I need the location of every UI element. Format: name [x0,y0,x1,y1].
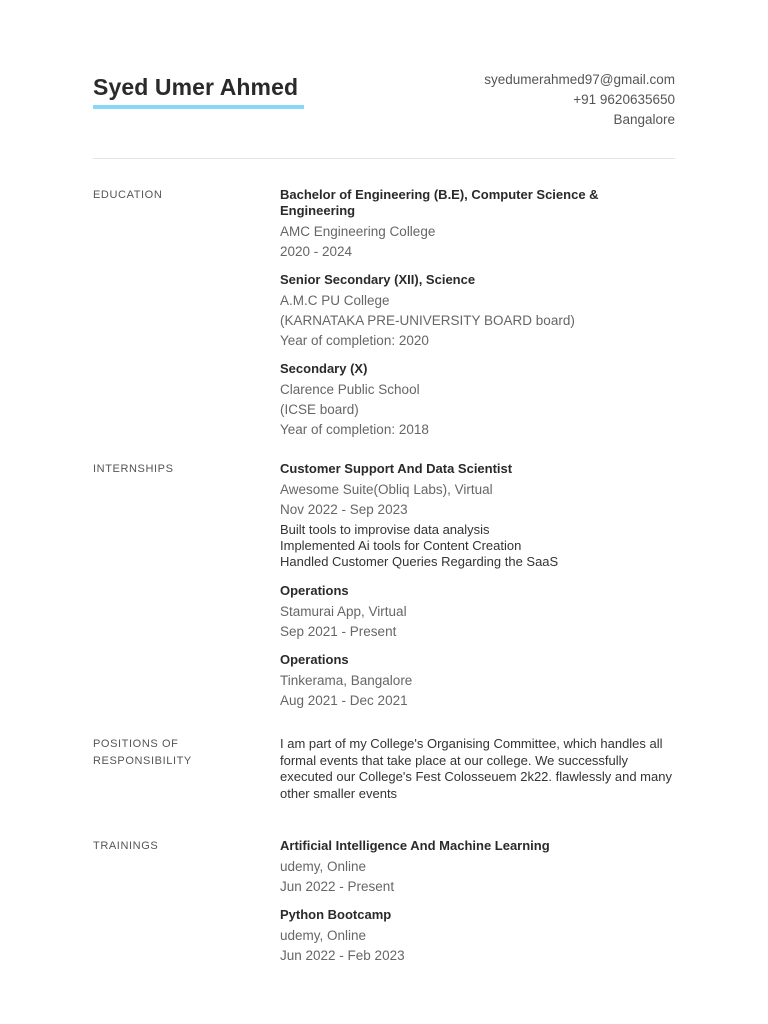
entry-line: AMC Engineering College [280,224,436,239]
entry-line: Awesome Suite(Obliq Labs), Virtual [280,482,493,497]
entry-title: Operations [280,583,349,598]
entry-title: Senior Secondary (XII), Science [280,272,476,287]
email-text: syedumerahmed97@gmail.com [484,72,675,87]
section-label-internships: INTERNSHIPS [93,463,174,475]
entry-line: (ICSE board) [280,402,359,417]
entry-title: Customer Support And Data Scientist [280,461,513,476]
entry-line: udemy, Online [280,859,367,874]
bullet-item: Handled Customer Queries Regarding the SaaS [280,554,559,569]
header-divider [93,158,675,159]
entry-line: Sep 2021 - Present [280,624,397,639]
entry-title: Operations [280,652,349,667]
positions-body [280,736,675,802]
entry-line: Nov 2022 - Sep 2023 [280,502,408,517]
resume-page [93,0,675,1024]
bullet-list [280,522,675,570]
entry-line: Clarence Public School [280,382,420,397]
bullet-item: Implemented Ai tools for Content Creation [280,538,522,553]
education-body [280,187,675,450]
positions-paragraph: I am part of my College's Organising Committee, which handles all formal events that take place at our college. We successfully executed our College's Fest Colosseuem 2k22. flawlessly and many other smaller events [280,736,672,801]
training-entry [280,838,675,897]
internships-body [280,461,675,721]
location-text: Bangalore [613,112,675,127]
education-entry [280,272,675,351]
section-label-positions: POSITIONS OF RESPONSIBILITY [93,738,192,767]
internship-entry [280,652,675,711]
entry-line: Year of completion: 2020 [280,333,429,348]
entry-line: Jun 2022 - Present [280,879,395,894]
entry-title: Python Bootcamp [280,907,392,922]
entry-line: Tinkerama, Bangalore [280,673,413,688]
section-label-trainings: TRAININGS [93,840,159,852]
training-entry [280,907,675,966]
entry-title: Secondary (X) [280,361,368,376]
entry-line: 2020 - 2024 [280,244,353,259]
entry-line: udemy, Online [280,928,367,943]
phone-text: +91 9620635650 [573,92,675,107]
entry-line: Year of completion: 2018 [280,422,429,437]
entry-line: Stamurai App, Virtual [280,604,407,619]
internship-entry [280,461,675,570]
name-underline [93,105,304,109]
candidate-name: Syed Umer Ahmed [93,74,299,100]
bullet-item: Built tools to improvise data analysis [280,522,490,537]
contact-block [484,70,675,130]
entry-line: (KARNATAKA PRE-UNIVERSITY BOARD board) [280,313,575,328]
section-label-education: EDUCATION [93,189,163,201]
entry-title: Artificial Intelligence And Machine Learning [280,838,550,853]
education-entry [280,187,675,262]
entry-title: Bachelor of Engineering (B.E), Computer Science & Engineering [280,187,599,218]
internship-entry [280,583,675,642]
entry-line: Jun 2022 - Feb 2023 [280,948,405,963]
resume-header [93,70,675,130]
entry-line: A.M.C PU College [280,293,390,308]
entry-line: Aug 2021 - Dec 2021 [280,693,408,708]
education-entry [280,361,675,440]
trainings-body [280,838,675,976]
